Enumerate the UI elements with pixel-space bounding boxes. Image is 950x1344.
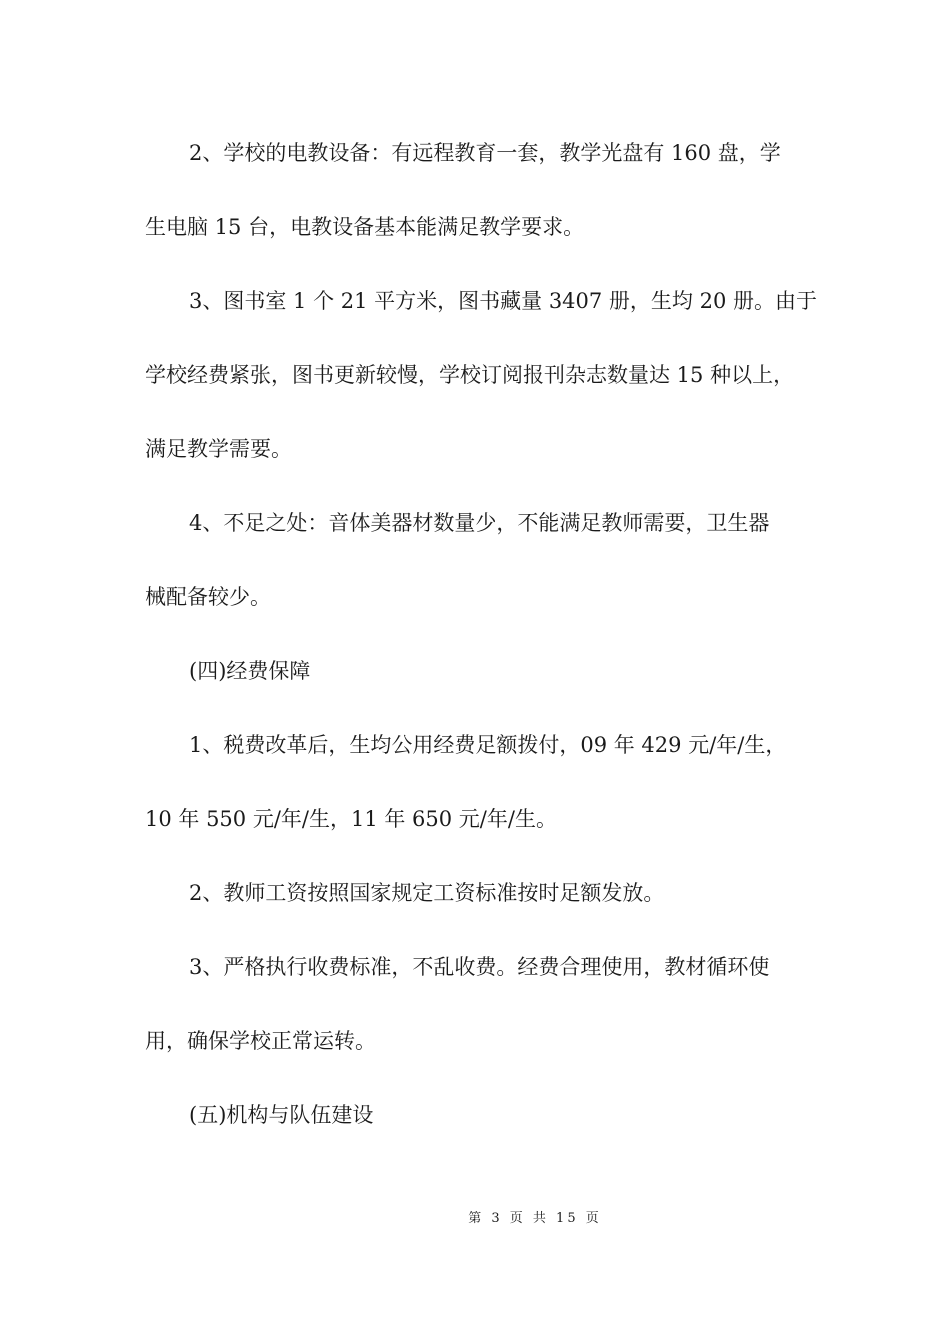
- paragraph-line: 10 年 550 元/年/生，11 年 650 元/年/生。: [145, 807, 557, 831]
- section-heading: (四)经费保障: [189, 659, 311, 683]
- paragraph-line: 生电脑 15 台，电教设备基本能满足教学要求。: [145, 215, 585, 239]
- paragraph-line: 2、教师工资按照国家规定工资标准按时足额发放。: [189, 881, 665, 905]
- paragraph-line: 满足教学需要。: [145, 437, 292, 461]
- paragraph-line: 学校经费紧张，图书更新较慢，学校订阅报刊杂志数量达 15 种以上，: [145, 363, 795, 387]
- paragraph-line: 3、严格执行收费标准，不乱收费。经费合理使用，教材循环使: [189, 955, 770, 979]
- paragraph-line: 2、学校的电教设备：有远程教育一套，教学光盘有 160 盘，学: [189, 141, 781, 165]
- paragraph-line: 3、图书室 1 个 21 平方米，图书藏量 3407 册，生均 20 册。由于: [189, 289, 818, 313]
- paragraph-line: 1、税费改革后，生均公用经费足额拨付，09 年 429 元/年/生，: [189, 733, 787, 757]
- document-body: [145, 135, 825, 1134]
- paragraph-line: 4、不足之处：音体美器材数量少，不能满足教师需要，卫生器: [189, 511, 770, 535]
- paragraph-line: 械配备较少。: [145, 585, 271, 609]
- page-number-footer: 第 3 页 共 15 页: [468, 1211, 602, 1226]
- paragraph-line: 用，确保学校正常运转。: [145, 1029, 376, 1053]
- section-heading: (五)机构与队伍建设: [189, 1103, 374, 1127]
